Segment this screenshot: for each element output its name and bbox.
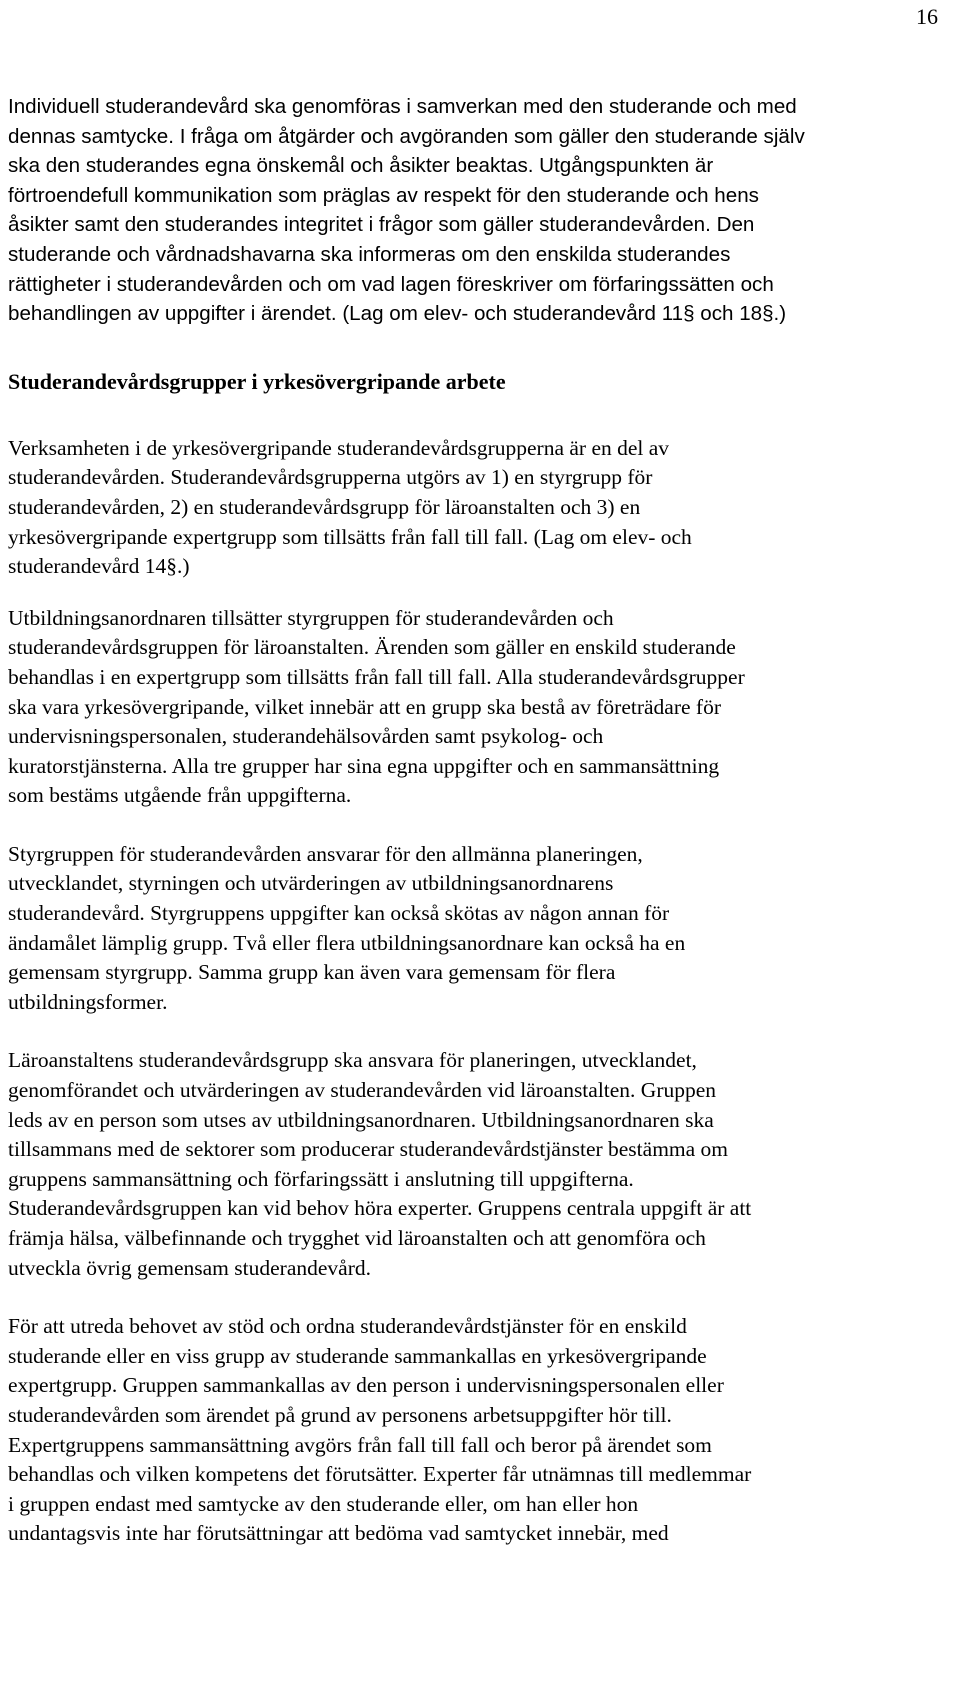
page-number: 16 — [916, 4, 938, 29]
paragraph-individual-care: Individuell studerandevård ska genomföras i samverkan med den studerande och med dennas samtycke. I fråga om åtgärder och avgöranden som gäller den studerande själv ska den studerandes egna önskemål och åsikter beaktas. Utgångspunkten är förtroendefull kommunikation som präglas av respekt för den studerande och hens åsikter samt den studerandes integritet i frågor som gäller studerandevården. Den studerande och vårdnadshavarna ska informeras om den enskilda studerandes rättigheter i studerandevården och om vad lagen föreskriver om förfaringssätten och behandlingen av uppgifter i ärendet. (Lag om elev- och studerandevård 11§ och 18§.) — [8, 95, 805, 326]
section-heading: Studerandevårdsgrupper i yrkesövergripande arbete — [8, 368, 506, 394]
paragraph-group-activities: Verksamheten i de yrkesövergripande studerandevårdsgrupperna är en del av studerandevården. Studerandevårdsgrupperna utgörs av 1) en styrgrupp för studerandevården, 2) en studerandevårdsgrupp för läroanstalten och 3) en yrkesövergripande expertgrupp som tillsätts från fall till fall. (Lag om elev- och studerandevård 14§.) — [8, 435, 692, 579]
paragraph-steering-group: Styrgruppen för studerandevården ansvarar för den allmänna planeringen, utvecklandet, styrningen och utvärderingen av utbildningsanordnarens studerandevård. Styrgruppens uppgifter kan också skötas av någon annan för ändamålet lämplig grupp. Två eller flera utbildningsanordnare kan också ha en gemensam styrgrupp. Samma grupp kan även vara gemensam för flera utbildningsformer. — [8, 841, 686, 1014]
paragraph-institution-group: Läroanstaltens studerandevårdsgrupp ska ansvara för planeringen, utvecklandet, genomförandet och utvärderingen av studerandevården vid läroanstalten. Gruppen leds av en person som utses av utbildningsanordnaren. Utbildningsanordnaren ska tillsammans med de sektorer som producerar studerandevårdstjänster bestämma om gruppens sammansättning och förfaringssätt i anslutning till uppgifterna. Studerandevårdsgruppen kan vid behov höra experter. Gruppens centrala uppgift är att främja hälsa, välbefinnande och trygghet vid läroanstalten och att genomföra och utveckla övrig gemensam studerandevård. — [8, 1048, 752, 1280]
paragraph-group-appointment: Utbildningsanordnaren tillsätter styrgruppen för studerandevården och studerandevårdsgruppen för läroanstalten. Ärenden som gäller en enskild studerande behandlas i en expertgrupp som tillsätts från fall till fall. Alla studerandevårdsgrupper ska vara yrkesövergripande, vilket innebär att en grupp ska bestå av företrädare för undervisningspersonalen, studerandehälsovården samt psykolog- och kuratorstjänsterna. Alla tre grupper har sina egna uppgifter och en sammansättning som bestäms utgående från uppgifterna. — [8, 605, 745, 808]
document-body — [8, 92, 958, 1549]
paragraph-expert-group: För att utreda behovet av stöd och ordna studerandevårdstjänster för en enskild studerande eller en viss grupp av studerande sammankallas en yrkesövergripande expertgrupp. Gruppen sammankallas av den person i undervisningspersonalen eller studerandevården som ärendet på grund av personens arbetsuppgifter hör till. Expertgruppens sammansättning avgörs från fall till fall och beror på ärendet som behandlas och vilken kompetens det förutsätter. Experter får utnämnas till medlemmar i gruppen endast med samtycke av den studerande eller, om han eller hon undantagsvis inte har förutsättningar att bedöma vad samtycket innebär, med — [8, 1314, 752, 1546]
